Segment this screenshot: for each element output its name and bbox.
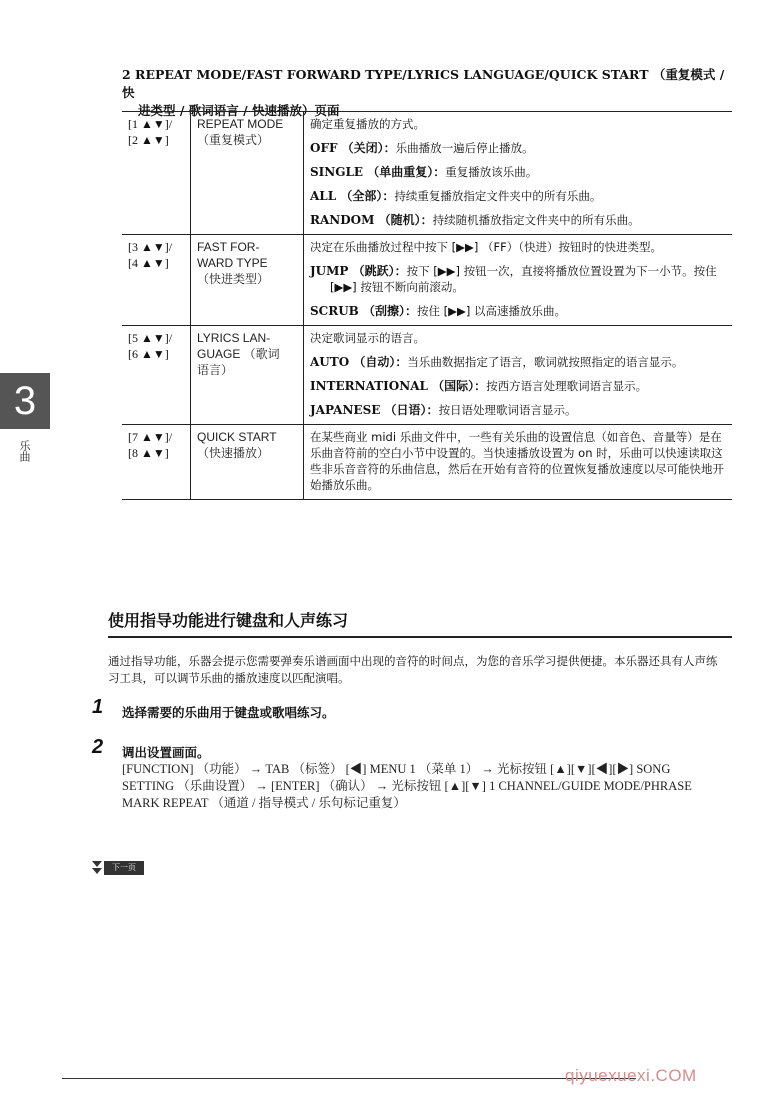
option-term: INTERNATIONAL （国际）： — [310, 379, 487, 393]
option-term: RANDOM （随机）： — [310, 213, 433, 227]
option-text: 当乐曲数据指定了语言，歌词就按照指定的语言显示。 — [407, 355, 684, 369]
option-text: 持续重复播放指定文件夹中的所有乐曲。 — [394, 189, 602, 203]
option-text: 乐曲播放一遍后停止播放。 — [395, 141, 534, 155]
option-text: 重复播放该乐曲。 — [445, 165, 538, 179]
button-label: [7 ▲▼]/ — [128, 430, 173, 444]
option-term: JUMP （跳跃）： — [310, 264, 407, 278]
section-title: 使用指导功能进行键盘和人声练习 — [108, 608, 732, 638]
parameter-table — [122, 111, 732, 500]
option-term: OFF （关闭）： — [310, 141, 396, 155]
option-term: JAPANESE （日语）： — [310, 403, 439, 417]
button-label: [6 ▲▼] — [128, 347, 169, 361]
parameter-name: REPEAT MODE — [197, 117, 284, 131]
table-row — [122, 425, 732, 500]
button-label: [1 ▲▼]/ — [128, 117, 173, 131]
option — [310, 164, 726, 180]
step-text: 选择需要的乐曲用于键盘或歌唱练习。 — [122, 705, 335, 720]
double-chevron-down-icon — [92, 860, 102, 876]
description-cell — [304, 235, 733, 326]
watermark: qiyuexuexi.COM — [565, 1066, 697, 1085]
section-intro: 通过指导功能，乐器会提示您需要弹奏乐谱画面中出现的音符的时间点，为您的音乐学习提供便捷。本乐器还具有人声练习工具，可以调节乐曲的播放速度以匹配演唱。 — [108, 654, 718, 685]
footer-rule — [62, 1078, 636, 1079]
option-term: AUTO （自动）： — [310, 355, 408, 369]
step-number: 1 — [92, 696, 104, 718]
parameter-name-cn: （快进类型） — [197, 272, 270, 286]
option-term: ALL （全部）： — [310, 189, 395, 203]
parameter-name-cn: （重复模式） — [197, 133, 270, 147]
option — [310, 354, 726, 370]
parameter-name-cell — [191, 326, 304, 425]
parameter-name: FAST FOR- — [197, 240, 260, 254]
option — [310, 188, 726, 204]
parameter-name-cell — [191, 112, 304, 235]
next-page-label: 下一页 — [104, 861, 144, 875]
option — [310, 378, 726, 394]
button-label: [4 ▲▼] — [128, 256, 169, 270]
button-label: [5 ▲▼]/ — [128, 331, 173, 345]
parameter-name: QUICK START — [197, 430, 277, 444]
parameter-name-2: WARD TYPE — [197, 256, 268, 270]
option-term: SCRUB （刮擦）： — [310, 304, 417, 318]
button-label: [3 ▲▼]/ — [128, 240, 173, 254]
table-row — [122, 326, 732, 425]
button-cell — [122, 235, 191, 326]
table-row — [122, 235, 732, 326]
step-2-detail: [FUNCTION] （功能） → TAB （标签） [◀] MENU 1 （菜单 1） → 光标按钮 [▲][▼][◀][▶] SONG SETTING （乐曲设置） → [ENTER] （确认） → 光标按钮 [▲][▼] 1 CHANNEL/GUIDE MODE/PHRASE MARK REPEAT （通道 / 指导模式 / 乐句标记重复） — [122, 762, 692, 810]
header-line-2: 进类型 / 歌词语言 / 快速播放）页面 — [138, 103, 340, 118]
description-cell — [304, 326, 733, 425]
parameter-name-2: GUAGE （歌词 — [197, 347, 280, 361]
chapter-label: 乐曲 — [18, 440, 31, 462]
option-text: 持续随机播放指定文件夹中的所有乐曲。 — [432, 213, 640, 227]
option-text: 按西方语言处理歌词语言显示。 — [486, 379, 648, 393]
step-text: 调出设置画面。 — [122, 745, 210, 760]
description-cell — [304, 112, 733, 235]
parameter-name-cn: （快速播放） — [197, 446, 270, 460]
option-term: SINGLE （单曲重复）： — [310, 165, 446, 179]
parameter-name-cell — [191, 235, 304, 326]
parameter-name-cn: 语言） — [197, 363, 234, 377]
option — [310, 263, 726, 295]
description: 决定歌词显示的语言。 — [310, 331, 425, 345]
table-row — [122, 112, 732, 235]
option-text: 按住 [▶▶] 以高速播放乐曲。 — [416, 304, 566, 318]
description: 决定在乐曲播放过程中按下 [▶▶] （FF）（快进）按钮时的快进类型。 — [310, 240, 662, 254]
option — [310, 140, 726, 156]
button-label: [2 ▲▼] — [128, 133, 169, 147]
header-line-1: 2 REPEAT MODE/FAST FORWARD TYPE/LYRICS LANGUAGE/QUICK START （重复模式 / 快 — [122, 67, 725, 100]
button-cell — [122, 112, 191, 235]
next-page-indicator — [92, 860, 144, 876]
button-label: [8 ▲▼] — [128, 446, 169, 460]
button-cell — [122, 326, 191, 425]
option — [310, 212, 726, 228]
step-number: 2 — [92, 736, 104, 758]
chapter-tab: 3 — [0, 373, 50, 429]
option-text: 按下 [▶▶] 按钮一次，直接将播放位置设置为下一小节。按住 [▶▶] 按钮不断向前滚动。 — [330, 264, 717, 294]
option — [310, 303, 726, 319]
option-text: 按日语处理歌词语言显示。 — [438, 403, 577, 417]
description: 在某些商业 midi 乐曲文件中，一些有关乐曲的设置信息（如音色、音量等）是在乐曲音符前的空白小节中设置的。当快速播放设置为 on 时，乐曲可以快速读取这些非乐音音符的乐曲信息，然后在开始有音符的位置恢复播放速度以尽可能快地开始播放乐曲。 — [310, 430, 724, 492]
parameter-name: LYRICS LAN- — [197, 331, 271, 345]
parameter-name-cell — [191, 425, 304, 500]
option — [310, 402, 726, 418]
description: 确定重复播放的方式。 — [310, 117, 425, 131]
button-cell — [122, 425, 191, 500]
description-cell — [304, 425, 733, 500]
